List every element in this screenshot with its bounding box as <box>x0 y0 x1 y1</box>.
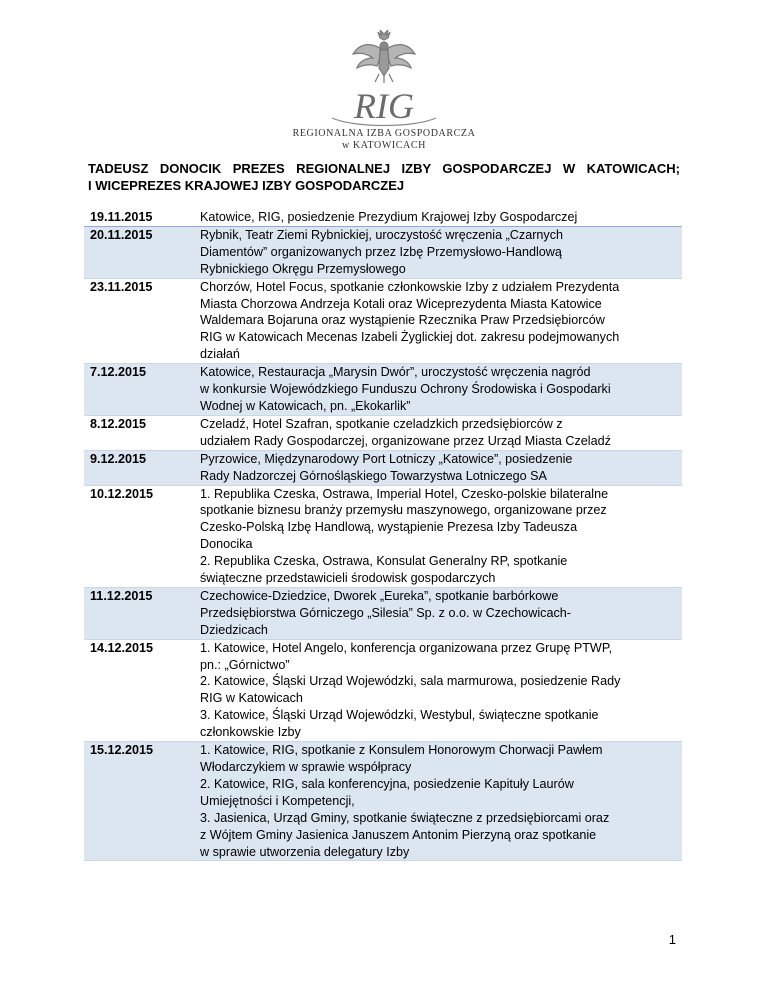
logo-line-1: REGIONALNA IZBA GOSPODARCZA <box>292 128 476 139</box>
title-line-1: TADEUSZ DONOCIK PREZES REGIONALNEJ IZBY GOSPODARCZEJ W KATOWICACH; <box>88 161 680 176</box>
entry-description-line: w sprawie utworzenia delegatury Izby <box>200 844 410 859</box>
entry-description-line: działań <box>200 347 240 362</box>
rig-monogram <box>314 84 454 128</box>
entry-description-line: pn.: „Górnictwo” <box>200 657 290 672</box>
entry-description-line: Czeladź, Hotel Szafran, spotkanie czeladzkich przedsiębiorców z <box>200 416 563 431</box>
entry-description-line: Pyrzowice, Międzynarodowy Port Lotniczy „Katowice”, posiedzenie <box>200 451 573 466</box>
schedule-table <box>84 209 682 861</box>
entry-date: 7.12.2015 <box>84 364 196 416</box>
title-line-2: I WICEPREZES KRAJOWEJ IZBY GOSPODARCZEJ <box>88 178 405 193</box>
schedule-row <box>84 209 682 226</box>
entry-description <box>196 278 682 364</box>
entry-description-line: Katowice, RIG, posiedzenie Prezydium Krajowej Izby Gospodarczej <box>200 210 578 224</box>
entry-description-line: Czechowice-Dziedzice, Dworek „Eureka”, spotkanie barbórkowe <box>200 588 559 603</box>
entry-date: 23.11.2015 <box>84 278 196 364</box>
entry-description-line: udziałem Rady Gospodarczej, organizowane przez Urząd Miasta Czeladź <box>200 433 611 448</box>
entry-description <box>196 639 682 741</box>
chamber-logo <box>0 28 768 152</box>
entry-description <box>196 364 682 416</box>
entry-description <box>196 587 682 639</box>
entry-description-line: RIG w Katowicach Mecenas Izabeli Żyglickiej dot. zakresu podejmowanych <box>200 330 620 345</box>
entry-date: 8.12.2015 <box>84 415 196 450</box>
entry-description <box>196 226 682 278</box>
entry-description-line: Umiejętności i Kompetencji, <box>200 793 355 808</box>
schedule-row <box>84 278 682 364</box>
schedule-row <box>84 450 682 485</box>
entry-description-line: Miasta Chorzowa Andrzeja Kotali oraz Wiceprezydenta Miasta Katowice <box>200 296 602 311</box>
entry-description-line: Wodnej w Katowicach, pn. „Ekokarlik” <box>200 398 411 413</box>
entry-description-line: Czesko-Polską Izbę Handlową, wystąpienie Prezesa Izby Tadeusza <box>200 520 578 535</box>
schedule-row <box>84 587 682 639</box>
entry-description-line: Dziedzicach <box>200 622 268 637</box>
entry-description-line: Katowice, Restauracja „Marysin Dwór”, uroczystość wręczenia nagród <box>200 365 591 380</box>
entry-description-line: Rybnik, Teatr Ziemi Rybnickiej, uroczystość wręczenia „Czarnych <box>200 227 563 242</box>
entry-date: 10.12.2015 <box>84 485 196 587</box>
entry-description-line: Przedsiębiorstwa Górniczego „Silesia” Sp. z o.o. w Czechowicach- <box>200 605 571 620</box>
entry-description <box>196 742 682 861</box>
entry-description-line: 1. Republika Czeska, Ostrawa, Imperial Hotel, Czesko-polskie bilateralne <box>200 486 609 501</box>
schedule-row <box>84 742 682 861</box>
schedule-row <box>84 639 682 741</box>
entry-description-line: 3. Katowice, Śląski Urząd Wojewódzki, Westybul, świąteczne spotkanie <box>200 708 599 723</box>
entry-description-line: Donocika <box>200 537 253 552</box>
entry-description-line: w konkursie Wojewódzkiego Funduszu Ochrony Środowiska i Gospodarki <box>200 382 611 397</box>
entry-description <box>196 450 682 485</box>
entry-date: 15.12.2015 <box>84 742 196 861</box>
entry-description <box>196 209 682 226</box>
entry-description <box>196 485 682 587</box>
schedule-row <box>84 485 682 587</box>
schedule-row <box>84 364 682 416</box>
entry-description-line: 2. Katowice, RIG, sala konferencyjna, posiedzenie Kapituły Laurów <box>200 776 574 791</box>
schedule-row <box>84 226 682 278</box>
entry-description-line: świąteczne przedstawicieli środowisk gospodarczych <box>200 571 496 586</box>
document-title <box>88 160 680 194</box>
schedule-row <box>84 415 682 450</box>
entry-description-line: Rady Nadzorczej Górnośląskiego Towarzystwa Lotniczego SA <box>200 468 547 483</box>
entry-description-line: członkowskie Izby <box>200 725 301 740</box>
entry-description-line: 2. Republika Czeska, Ostrawa, Konsulat Generalny RP, spotkanie <box>200 554 568 569</box>
entry-date: 11.12.2015 <box>84 587 196 639</box>
entry-description-line: 2. Katowice, Śląski Urząd Wojewódzki, sala marmurowa, posiedzenie Rady <box>200 674 621 689</box>
entry-description-line: 3. Jasienica, Urząd Gminy, spotkanie świąteczne z przedsiębiorcami oraz <box>200 810 610 825</box>
entry-description-line: Rybnickiego Okręgu Przemysłowego <box>200 261 406 276</box>
entry-description-line: Diamentów” organizowanych przez Izbę Przemysłowo-Handlową <box>200 244 562 259</box>
entry-description-line: RIG w Katowicach <box>200 691 303 706</box>
entry-description-line: Waldemara Bojaruna oraz wystąpienie Rzecznika Praw Przedsiębiorców <box>200 313 605 328</box>
entry-description-line: z Wójtem Gminy Jasienica Januszem Antonim Pierzyną oraz spotkanie <box>200 827 597 842</box>
entry-description-line: Chorzów, Hotel Focus, spotkanie członkowskie Izby z udziałem Prezydenta <box>200 279 620 294</box>
entry-date: 14.12.2015 <box>84 639 196 741</box>
page-number: 1 <box>668 932 676 947</box>
eagle-emblem-icon <box>349 28 419 84</box>
entry-date: 19.11.2015 <box>84 209 196 226</box>
entry-description-line: 1. Katowice, RIG, spotkanie z Konsulem Honorowym Chorwacji Pawłem <box>200 743 603 758</box>
entry-description-line: Włodarczykiem w sprawie współpracy <box>200 760 412 774</box>
entry-date: 20.11.2015 <box>84 226 196 278</box>
svg-text:RIG: RIG <box>354 86 414 126</box>
entry-date: 9.12.2015 <box>84 450 196 485</box>
logo-line-2: w KATOWICACH <box>342 140 426 151</box>
entry-description <box>196 415 682 450</box>
entry-description-line: spotkanie biznesu branży przemysłu maszynowego, organizowane przez <box>200 503 607 518</box>
entry-description-line: 1. Katowice, Hotel Angelo, konferencja organizowana przez Grupę PTWP, <box>200 640 613 655</box>
